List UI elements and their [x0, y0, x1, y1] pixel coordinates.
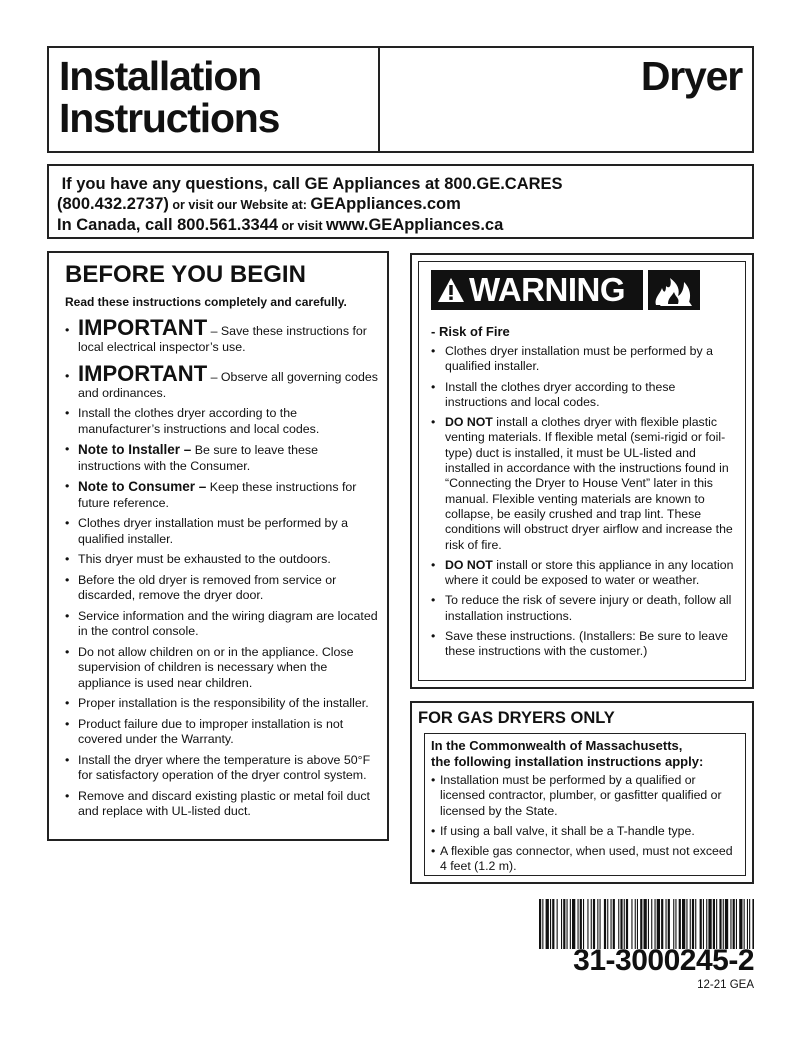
bullet-icon: •: [65, 644, 70, 659]
bullet-icon: •: [65, 479, 70, 493]
bullet-icon: •: [65, 369, 70, 383]
item-text: If using a ball valve, it shall be a T-handle type.: [440, 823, 695, 838]
barcode-icon: [539, 899, 754, 949]
item-text: Save these instructions. (Installers: Be sure to leave these instructions with the customer.): [445, 629, 728, 659]
item-text: Do not allow children on or in the appliance. Close supervision of children is necessary when the appliance is used near children.: [78, 644, 354, 690]
list-item: [65, 516, 382, 547]
bullet-icon: •: [65, 516, 70, 530]
contact-or-text: or visit our Website at:: [168, 198, 311, 212]
gas-heading: FOR GAS DRYERS ONLY: [418, 709, 615, 727]
warning-label: [431, 270, 643, 310]
note-text: Be sure to leave these instructions with the Consumer.: [78, 443, 319, 473]
date-code: 12-21 GEA: [697, 979, 754, 991]
bullet-icon: •: [431, 415, 436, 430]
warning-inner: [418, 261, 746, 681]
bullet-icon: •: [431, 629, 436, 644]
before-list: [65, 317, 382, 820]
bullet-icon: •: [431, 593, 436, 608]
bullet-icon: •: [65, 696, 70, 710]
contact-line-1: If you have any questions, call GE Appliances at 800.GE.CARES: [57, 175, 563, 193]
list-item: [65, 645, 382, 692]
header-divider: [378, 48, 380, 151]
contact-canada-website-link[interactable]: www.GEAppliances.ca: [326, 216, 504, 234]
important-text: – Save these instructions for local electrical inspector’s use.: [78, 324, 367, 354]
do-not-label: DO NOT: [445, 557, 493, 572]
contact-line-2: [57, 194, 752, 215]
list-item: [65, 442, 382, 474]
bullet-icon: •: [65, 552, 70, 566]
ma-line-2: the following installation instructions apply:: [431, 754, 704, 769]
item-text: This dryer must be exhausted to the outdoors.: [78, 552, 331, 566]
list-item: [431, 415, 739, 553]
list-item: [431, 773, 741, 819]
warning-subhead: - Risk of Fire: [431, 324, 510, 339]
contact-website-link[interactable]: GEAppliances.com: [310, 195, 461, 213]
list-item: [65, 753, 382, 784]
list-item: [431, 344, 739, 375]
item-text: Clothes dryer installation must be performed by a qualified installer.: [78, 516, 348, 546]
list-item: [431, 380, 739, 411]
bullet-icon: •: [431, 823, 436, 838]
massachusetts-heading: [431, 738, 741, 770]
gas-list: [431, 773, 741, 875]
do-not-label: DO NOT: [445, 415, 493, 430]
item-text: Remove and discard existing plastic or metal foil duct and replace with UL-listed duct.: [78, 788, 371, 818]
note-label: Note to Consumer –: [78, 479, 207, 494]
item-text: Install the clothes dryer according to these instructions and local codes.: [445, 379, 676, 409]
bullet-icon: •: [431, 773, 436, 787]
item-text: Installation must be performed by a qualified or licensed contractor, plumber, or gasfitter qualified or licensed by the State.: [440, 773, 722, 818]
bullet-icon: •: [65, 752, 70, 767]
warning-banner: [431, 270, 739, 310]
item-text: Service information and the wiring diagram are located in the control console.: [78, 608, 378, 638]
contact-phone: (800.432.2737): [57, 195, 169, 213]
item-text: Product failure due to improper installation is not covered under the Warranty.: [78, 716, 344, 746]
ma-line-1: In the Commonwealth of Massachusetts,: [431, 738, 683, 753]
item-text: Install the dryer where the temperature is above 50°F for satisfactory operation of the dryer control system.: [78, 752, 371, 782]
list-item: [431, 593, 739, 624]
important-label: IMPORTANT: [78, 361, 208, 386]
list-item: [65, 552, 382, 568]
bullet-icon: •: [65, 323, 70, 337]
gas-dryers-section: [410, 701, 754, 884]
massachusetts-box: [424, 733, 746, 876]
bullet-icon: •: [65, 442, 70, 456]
before-you-begin-section: [47, 251, 389, 841]
title-line-1: Installation: [59, 53, 262, 99]
list-item: [65, 789, 382, 820]
document-title: [59, 55, 279, 139]
bullet-icon: •: [65, 572, 70, 587]
warning-list: [431, 344, 739, 660]
item-text: install a clothes dryer with flexible plastic venting materials. If flexible metal (semi-rigid or foil-type) duct is installed, it must be UL-listed and installed in accordance with the instructions found in “Connecting the Dryer to House Vent” later in this manual. Flexible venting materials are known to collapse, be easily crushed and trap lint. These conditions will obstruct dryer airflow and increase the risk of fire.: [445, 415, 733, 552]
bullet-icon: •: [431, 844, 436, 859]
bullet-icon: •: [65, 788, 70, 803]
item-text: A flexible gas connector, when used, must not exceed 4 feet (1.2 m).: [440, 844, 733, 874]
title-line-2: Instructions: [59, 95, 280, 141]
bullet-icon: •: [65, 716, 70, 731]
item-text: To reduce the risk of severe injury or death, follow all installation instructions.: [445, 593, 732, 623]
list-item: [431, 629, 739, 660]
item-text: install or store this appliance in any location where it could be exposed to water or weather.: [445, 557, 734, 588]
important-label: IMPORTANT: [78, 315, 208, 340]
intro-text: Read these instructions completely and carefully.: [65, 295, 347, 309]
contact-canada-phone: In Canada, call 800.561.3344: [57, 216, 279, 234]
list-item: [431, 558, 739, 589]
product-name: Dryer: [640, 53, 742, 99]
warning-text: WARNING: [469, 271, 625, 308]
item-text: Clothes dryer installation must be performed by a qualified installer.: [445, 344, 713, 374]
contact-box: [47, 164, 754, 239]
item-text: Proper installation is the responsibility of the installer.: [78, 696, 369, 710]
list-item: [65, 609, 382, 640]
note-label: Note to Installer –: [78, 442, 192, 457]
list-item: [65, 479, 382, 511]
fire-icon: [648, 270, 700, 310]
list-item: [65, 696, 382, 712]
list-item: [431, 824, 741, 839]
list-item: [65, 406, 382, 437]
important-text: – Observe all governing codes and ordinances.: [78, 370, 378, 400]
item-text: Before the old dryer is removed from service or discarded, remove the dryer door.: [78, 572, 337, 602]
contact-or-text-2: or visit: [278, 219, 326, 233]
list-item: [65, 363, 382, 401]
item-text: Install the clothes dryer according to the manufacturer’s instructions and local codes.: [78, 406, 320, 436]
list-item: [65, 317, 382, 355]
bullet-icon: •: [65, 406, 70, 420]
section-heading: BEFORE YOU BEGIN: [65, 261, 306, 288]
document-number: 31-3000245-2: [573, 944, 754, 977]
warning-box: [410, 253, 754, 689]
contact-line-3: [57, 215, 752, 236]
bullet-icon: •: [65, 608, 70, 623]
bullet-icon: •: [431, 379, 436, 394]
alert-triangle-icon: [437, 277, 465, 303]
list-item: [65, 717, 382, 748]
title-header: [47, 46, 754, 153]
bullet-icon: •: [431, 344, 436, 358]
list-item: [65, 573, 382, 604]
note-text: Keep these instructions for future reference.: [78, 480, 357, 510]
bullet-icon: •: [431, 557, 436, 572]
list-item: [431, 844, 741, 875]
